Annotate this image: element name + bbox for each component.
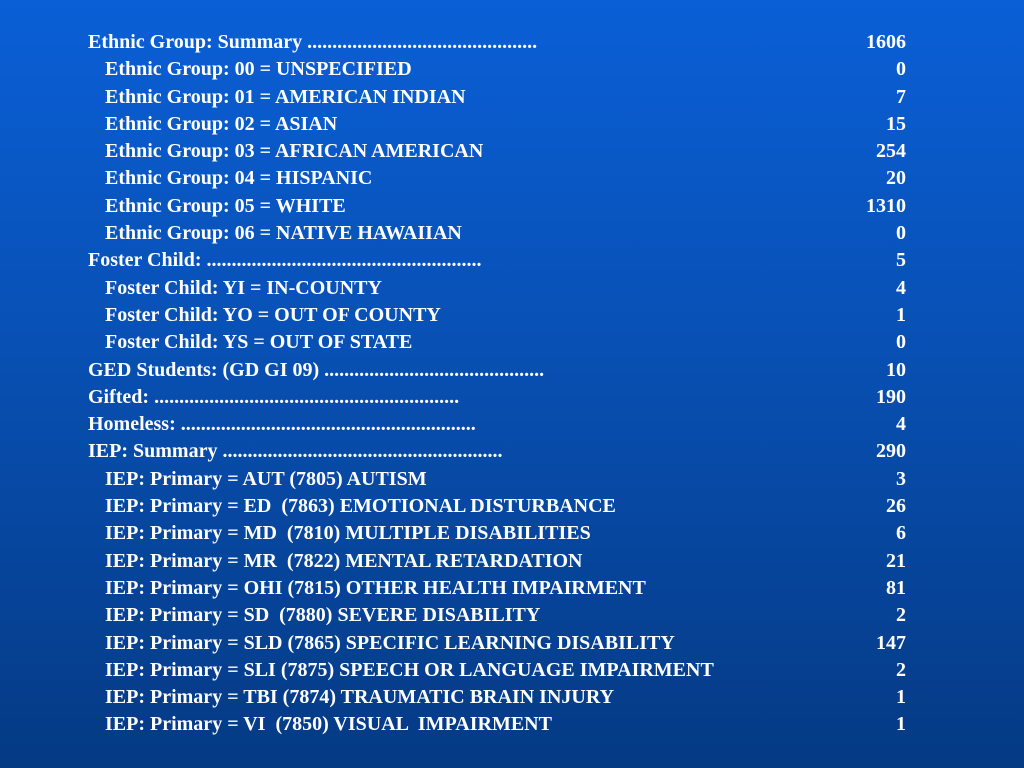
table-row — [88, 302, 908, 329]
row-label: Ethnic Group: 00 = UNSPECIFIED — [105, 58, 412, 81]
table-row — [88, 575, 908, 602]
row-label: GED Students: (GD GI 09) ............................................ — [88, 358, 545, 381]
row-count: 6 — [896, 522, 906, 545]
table-row — [88, 193, 908, 220]
row-label: Foster Child: YO = OUT OF COUNTY — [105, 303, 441, 326]
table-row — [88, 520, 908, 547]
row-count: 190 — [876, 385, 906, 408]
student-count-table — [88, 29, 908, 739]
table-row — [88, 247, 908, 274]
table-row — [88, 493, 908, 520]
row-count: 1 — [896, 686, 906, 709]
row-label: Ethnic Group: 05 = WHITE — [105, 194, 346, 217]
table-row — [88, 602, 908, 629]
table-row — [88, 548, 908, 575]
row-label: Ethnic Group: 02 = ASIAN — [105, 112, 338, 135]
row-count: 1310 — [866, 194, 906, 217]
table-row — [88, 384, 908, 411]
row-count: 1 — [896, 303, 906, 326]
row-label: IEP: Primary = OHI (7815) OTHER HEALTH IMPAIRMENT — [105, 576, 646, 599]
row-count: 0 — [896, 58, 906, 81]
table-row — [88, 630, 908, 657]
row-count: 10 — [886, 358, 906, 381]
table-row — [88, 165, 908, 192]
row-label: Ethnic Group: 03 = AFRICAN AMERICAN — [105, 140, 484, 163]
table-row — [88, 111, 908, 138]
row-count: 7 — [896, 85, 906, 108]
table-row — [88, 220, 908, 247]
table-row — [88, 84, 908, 111]
row-label: IEP: Primary = SD (7880) SEVERE DISABILITY — [105, 604, 541, 627]
table-row — [88, 657, 908, 684]
row-count: 81 — [886, 576, 906, 599]
row-count: 147 — [876, 631, 906, 654]
row-count: 15 — [886, 112, 906, 135]
row-label: Ethnic Group: 06 = NATIVE HAWAIIAN — [105, 222, 462, 245]
row-count: 20 — [886, 167, 906, 190]
row-count: 1 — [896, 713, 906, 736]
row-label: Foster Child: ....................................................... — [88, 249, 482, 272]
table-row — [88, 56, 908, 83]
row-count: 3 — [896, 467, 906, 490]
table-row — [88, 29, 908, 56]
row-count: 2 — [896, 658, 906, 681]
row-label: IEP: Primary = ED (7863) EMOTIONAL DISTURBANCE — [105, 495, 616, 518]
row-count: 4 — [896, 276, 906, 299]
table-row — [88, 711, 908, 738]
row-label: Homeless: ........................................................... — [88, 413, 476, 436]
row-count: 1606 — [866, 31, 906, 53]
table-row — [88, 411, 908, 438]
row-count: 2 — [896, 604, 906, 627]
row-count: 21 — [886, 549, 906, 572]
row-count: 0 — [896, 222, 906, 245]
row-count: 26 — [886, 495, 906, 518]
row-label: Foster Child: YI = IN-COUNTY — [105, 276, 382, 299]
table-row — [88, 466, 908, 493]
row-label: IEP: Primary = SLD (7865) SPECIFIC LEARNING DISABILITY — [105, 631, 675, 654]
table-row — [88, 438, 908, 465]
row-label: IEP: Primary = SLI (7875) SPEECH OR LANGUAGE IMPAIRMENT — [105, 658, 714, 681]
row-label: Ethnic Group: 04 = HISPANIC — [105, 167, 373, 190]
row-label: Ethnic Group: Summary .............................................. — [88, 31, 538, 53]
row-count: 0 — [896, 331, 906, 354]
row-label: IEP: Primary = AUT (7805) AUTISM — [105, 467, 427, 490]
table-row — [88, 275, 908, 302]
row-label: IEP: Primary = MR (7822) MENTAL RETARDATION — [105, 549, 583, 572]
row-label: IEP: Primary = MD (7810) MULTIPLE DISABILITIES — [105, 522, 591, 545]
row-label: Gifted: ............................................................. — [88, 385, 460, 408]
row-count: 254 — [876, 140, 906, 163]
table-row — [88, 329, 908, 356]
row-count: 290 — [876, 440, 906, 463]
table-row — [88, 357, 908, 384]
row-count: 4 — [896, 413, 906, 436]
row-count: 5 — [896, 249, 906, 272]
row-label: IEP: Primary = TBI (7874) TRAUMATIC BRAIN INJURY — [105, 686, 615, 709]
row-label: IEP: Primary = VI (7850) VISUAL IMPAIRMENT — [105, 713, 552, 736]
row-label: Foster Child: YS = OUT OF STATE — [105, 331, 413, 354]
table-row — [88, 684, 908, 711]
row-label: IEP: Summary ........................................................ — [88, 440, 503, 463]
row-label: Ethnic Group: 01 = AMERICAN INDIAN — [105, 85, 466, 108]
table-row — [88, 138, 908, 165]
